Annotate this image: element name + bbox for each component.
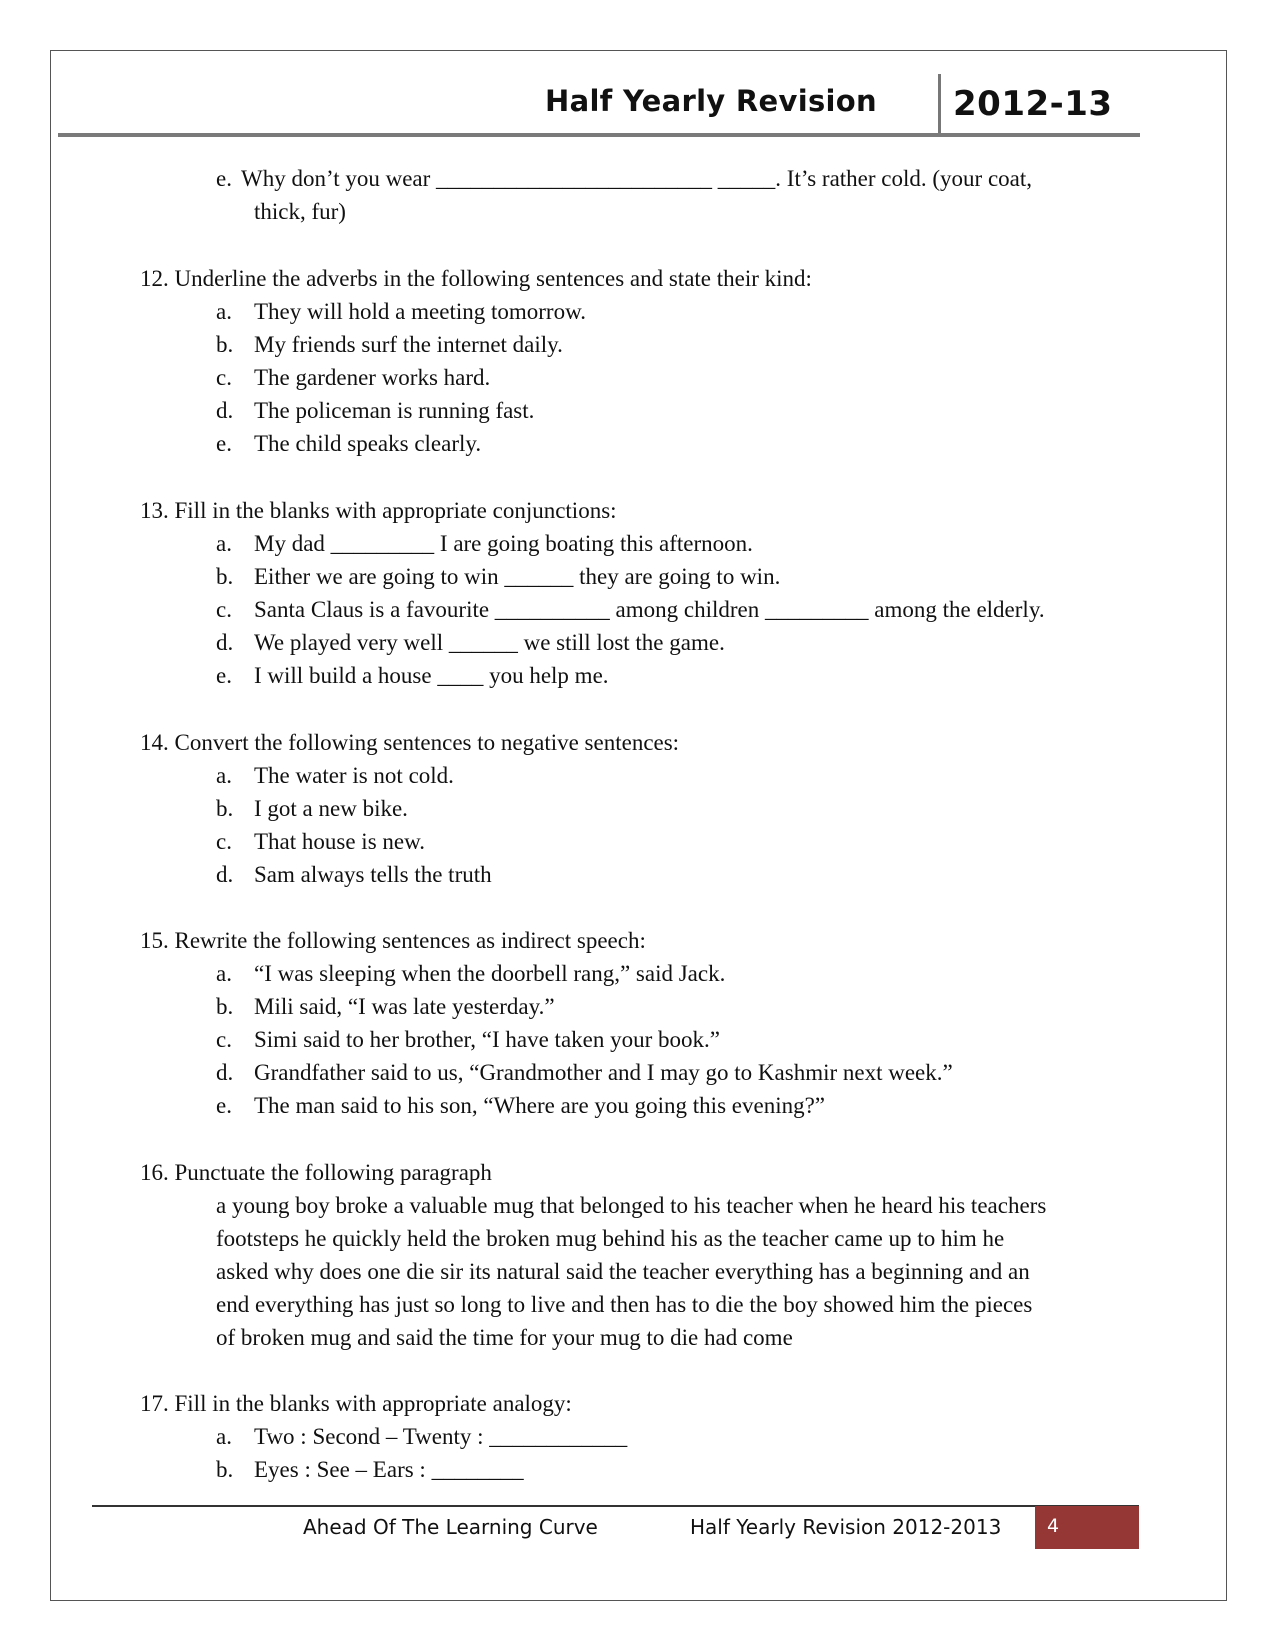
q15-b-letter: b. [216, 994, 234, 1019]
q14-b-text: I got a new bike. [254, 796, 408, 821]
q13-d-text: We played very well ______ we still lost the game. [254, 630, 725, 655]
q11e-letter: e. [216, 166, 232, 191]
q13-c-text: Santa Claus is a favourite __________ among children _________ among the elderly. [254, 597, 1045, 622]
q13-a-text: My dad _________ I are going boating this afternoon. [254, 531, 753, 556]
q12-d-text: The policeman is running fast. [254, 398, 535, 423]
q12-c-letter: c. [216, 365, 232, 390]
q16-paragraph-line-4: end everything has just so long to live and then has to die the boy showed him the pieces [216, 1292, 1033, 1317]
q15-c-letter: c. [216, 1027, 232, 1052]
q11e-text-line1: Why don’t you wear ________________________ _____. It’s rather cold. (your coat, [241, 166, 1033, 191]
page-number: 4 [1035, 1506, 1139, 1549]
q11e-text-line2: thick, fur) [254, 199, 346, 224]
q13-d-letter: d. [216, 630, 234, 655]
q14-a-text: The water is not cold. [254, 763, 454, 788]
q16-paragraph-line-5: of broken mug and said the time for your mug to die had come [216, 1325, 793, 1350]
q12-e-letter: e. [216, 431, 232, 456]
question-12-heading: 12. Underline the adverbs in the following sentences and state their kind: [140, 266, 812, 291]
q17-a-text: Two : Second – Twenty : ____________ [254, 1424, 628, 1449]
header-title: Half Yearly Revision [545, 84, 877, 118]
q17-b-letter: b. [216, 1457, 234, 1482]
q14-d-text: Sam always tells the truth [254, 862, 492, 887]
q15-b-text: Mili said, “I was late yesterday.” [254, 994, 555, 1019]
q16-paragraph-line-2: footsteps he quickly held the broken mug behind his as the teacher came up to him he [216, 1226, 1005, 1251]
header-year: 2012-13 [953, 84, 1113, 124]
question-16-heading: 16. Punctuate the following paragraph [140, 1160, 492, 1185]
q16-paragraph-line-3: asked why does one die sir its natural said the teacher everything has a beginning and an [216, 1259, 1030, 1284]
header-rule [58, 133, 1140, 137]
q15-a-letter: a. [216, 961, 232, 986]
header-separator [938, 74, 941, 134]
q15-d-text: Grandfather said to us, “Grandmother and I may go to Kashmir next week.” [254, 1060, 953, 1085]
question-15-heading: 15. Rewrite the following sentences as indirect speech: [140, 928, 646, 953]
question-13-heading: 13. Fill in the blanks with appropriate conjunctions: [140, 498, 617, 523]
q13-e-text: I will build a house ____ you help me. [254, 663, 609, 688]
q14-d-letter: d. [216, 862, 234, 887]
footer-title: Half Yearly Revision 2012-2013 [690, 1515, 1002, 1539]
q17-a-letter: a. [216, 1424, 232, 1449]
q12-a-text: They will hold a meeting tomorrow. [254, 299, 586, 324]
q13-b-letter: b. [216, 564, 234, 589]
q13-a-letter: a. [216, 531, 232, 556]
question-17-heading: 17. Fill in the blanks with appropriate analogy: [140, 1391, 572, 1416]
q15-e-letter: e. [216, 1093, 232, 1118]
q12-e-text: The child speaks clearly. [254, 431, 482, 456]
q15-e-text: The man said to his son, “Where are you going this evening?” [254, 1093, 826, 1118]
footer-rule [92, 1505, 1139, 1507]
q14-c-letter: c. [216, 829, 232, 854]
q12-a-letter: a. [216, 299, 232, 324]
question-14-heading: 14. Convert the following sentences to negative sentences: [140, 730, 680, 755]
q12-d-letter: d. [216, 398, 234, 423]
q12-b-letter: b. [216, 332, 234, 357]
q15-a-text: “I was sleeping when the doorbell rang,” said Jack. [254, 961, 726, 986]
q13-c-letter: c. [216, 597, 232, 622]
q14-c-text: That house is new. [254, 829, 425, 854]
q17-b-text: Eyes : See – Ears : ________ [254, 1457, 524, 1482]
footer-tagline: Ahead Of The Learning Curve [303, 1515, 598, 1539]
q14-b-letter: b. [216, 796, 234, 821]
q13-e-letter: e. [216, 663, 232, 688]
q14-a-letter: a. [216, 763, 232, 788]
q12-c-text: The gardener works hard. [254, 365, 491, 390]
q15-c-text: Simi said to her brother, “I have taken your book.” [254, 1027, 720, 1052]
q12-b-text: My friends surf the internet daily. [254, 332, 563, 357]
q13-b-text: Either we are going to win ______ they are going to win. [254, 564, 781, 589]
q15-d-letter: d. [216, 1060, 234, 1085]
q16-paragraph-line-1: a young boy broke a valuable mug that belonged to his teacher when he heard his teachers [216, 1193, 1047, 1218]
